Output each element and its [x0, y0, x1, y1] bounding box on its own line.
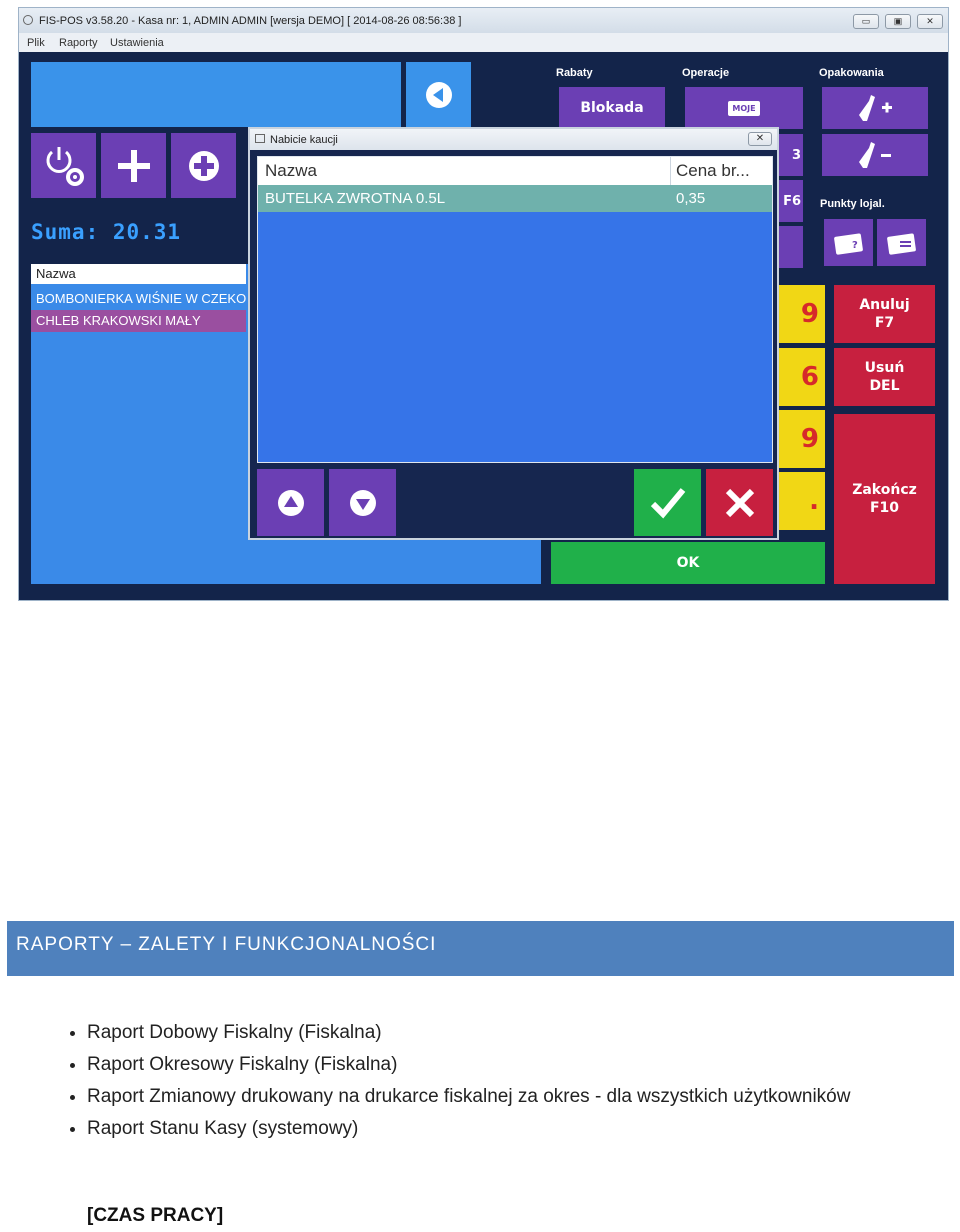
- zakoncz-key: F10: [869, 500, 900, 516]
- add-circle-button[interactable]: [171, 133, 236, 198]
- list-item[interactable]: BOMBONIERKA WIŚNIE W CZEKO: [31, 288, 246, 310]
- f6-button[interactable]: F6: [777, 180, 803, 222]
- plus-circle-icon: [188, 150, 220, 182]
- scroll-down-button[interactable]: [329, 469, 396, 536]
- usun-button[interactable]: [834, 348, 935, 406]
- table-row[interactable]: [258, 185, 772, 212]
- section-operacje: Operacje: [682, 67, 730, 79]
- bottle-add-button[interactable]: [822, 87, 928, 129]
- bottle-minus-icon: [855, 140, 895, 170]
- close-button[interactable]: ✕: [917, 14, 943, 29]
- dialog-window-icon: [255, 134, 265, 143]
- operation-button[interactable]: [777, 134, 803, 176]
- usun-key: DEL: [869, 378, 900, 394]
- row-price: 0,35: [676, 190, 706, 207]
- maximize-button[interactable]: ▣: [885, 14, 911, 29]
- back-arrow-icon: [424, 80, 454, 110]
- column-nazwa[interactable]: Nazwa: [265, 161, 317, 180]
- loyalty-card-query-button[interactable]: [824, 219, 873, 266]
- zakoncz-button[interactable]: [834, 414, 935, 584]
- section-rabaty: Rabaty: [556, 67, 593, 79]
- add-button[interactable]: [101, 133, 166, 198]
- title-bar: [19, 8, 948, 33]
- loyalty-card-question-icon: [833, 230, 865, 256]
- pos-main: [19, 52, 948, 600]
- column-cena[interactable]: Cena br...: [676, 161, 750, 180]
- svg-text:?: ?: [851, 239, 858, 251]
- total-sum: Suma: 20.31: [31, 220, 182, 244]
- menu-raporty[interactable]: Raporty: [59, 37, 98, 49]
- list-header-name: Nazwa: [31, 264, 246, 284]
- dialog-title: Nabicie kaucji: [270, 134, 338, 146]
- arrow-down-icon: [349, 489, 377, 517]
- section-punkty: Punkty lojal.: [820, 198, 885, 210]
- list-item: • Raport Zmianowy drukowany na drukarce fiskalnej za okres - dla wszystkich użytkowników: [87, 1081, 850, 1113]
- anuluj-button[interactable]: [834, 285, 935, 343]
- arrow-up-icon: [277, 489, 305, 517]
- numpad-key[interactable]: 9: [774, 285, 825, 343]
- menu-bar: [19, 33, 948, 52]
- column-separator: [670, 157, 671, 185]
- power-settings-button[interactable]: [31, 133, 96, 198]
- numpad-key[interactable]: 9: [774, 410, 825, 468]
- blokada-button[interactable]: Blokada: [559, 87, 665, 129]
- menu-plik[interactable]: Plik: [27, 37, 45, 49]
- list-item: • Raport Okresowy Fiskalny (Fiskalna): [87, 1049, 850, 1081]
- list-item[interactable]: CHLEB KRAKOWSKI MAŁY: [31, 310, 246, 332]
- deposit-grid[interactable]: [257, 156, 773, 463]
- scroll-up-button[interactable]: [257, 469, 324, 536]
- operation-button-label: 3: [791, 147, 801, 163]
- minimize-button[interactable]: ▭: [853, 14, 879, 29]
- section-heading-bar: [7, 921, 954, 976]
- menu-ustawienia[interactable]: Ustawienia: [110, 37, 164, 49]
- usun-label: Usuń: [864, 360, 905, 376]
- close-icon: [724, 487, 756, 519]
- dialog-title-bar: [250, 129, 777, 150]
- check-icon: [650, 487, 686, 519]
- moje-button[interactable]: [685, 87, 803, 129]
- anuluj-label: Anuluj: [859, 297, 910, 313]
- loyalty-card-button[interactable]: [877, 219, 926, 266]
- numpad-key[interactable]: 6: [774, 348, 825, 406]
- cancel-button[interactable]: [706, 469, 773, 536]
- numpad-key[interactable]: .: [774, 472, 825, 530]
- deposit-dialog: [248, 127, 779, 540]
- anuluj-key: F7: [874, 315, 895, 331]
- zakoncz-label: Zakończ: [852, 482, 917, 498]
- bottle-plus-icon: [855, 93, 895, 123]
- grid-header: [258, 157, 772, 185]
- app-icon: [23, 15, 33, 25]
- pos-window: [18, 7, 949, 601]
- loyalty-card-icon: [886, 230, 918, 256]
- bottle-remove-button[interactable]: [822, 134, 928, 176]
- list-item: • Raport Dobowy Fiskalny (Fiskalna): [87, 1017, 850, 1049]
- section-opakowania: Opakowania: [819, 67, 884, 79]
- subheading: [CZAS PRACY]: [87, 1205, 224, 1226]
- customer-display: [31, 62, 401, 127]
- confirm-button[interactable]: [634, 469, 701, 536]
- report-list: [60, 1017, 850, 1145]
- plus-icon: [116, 148, 152, 184]
- list-item: • Raport Stanu Kasy (systemowy): [87, 1113, 850, 1145]
- power-gear-icon: [42, 144, 86, 188]
- row-name: BUTELKA ZWROTNA 0.5L: [265, 190, 446, 207]
- window-title: FIS-POS v3.58.20 - Kasa nr: 1, ADMIN ADMIN [wersja DEMO] [ 2014-08-26 08:56:38 ]: [39, 15, 462, 27]
- section-heading: RAPORTY – ZALETY I FUNKCJONALNOŚCI: [16, 934, 437, 955]
- moje-logo: MOJE: [728, 101, 759, 116]
- operation-button-3[interactable]: [777, 226, 803, 268]
- dialog-close-button[interactable]: ✕: [748, 132, 772, 146]
- ok-button[interactable]: OK: [551, 542, 825, 584]
- back-button[interactable]: [406, 62, 471, 127]
